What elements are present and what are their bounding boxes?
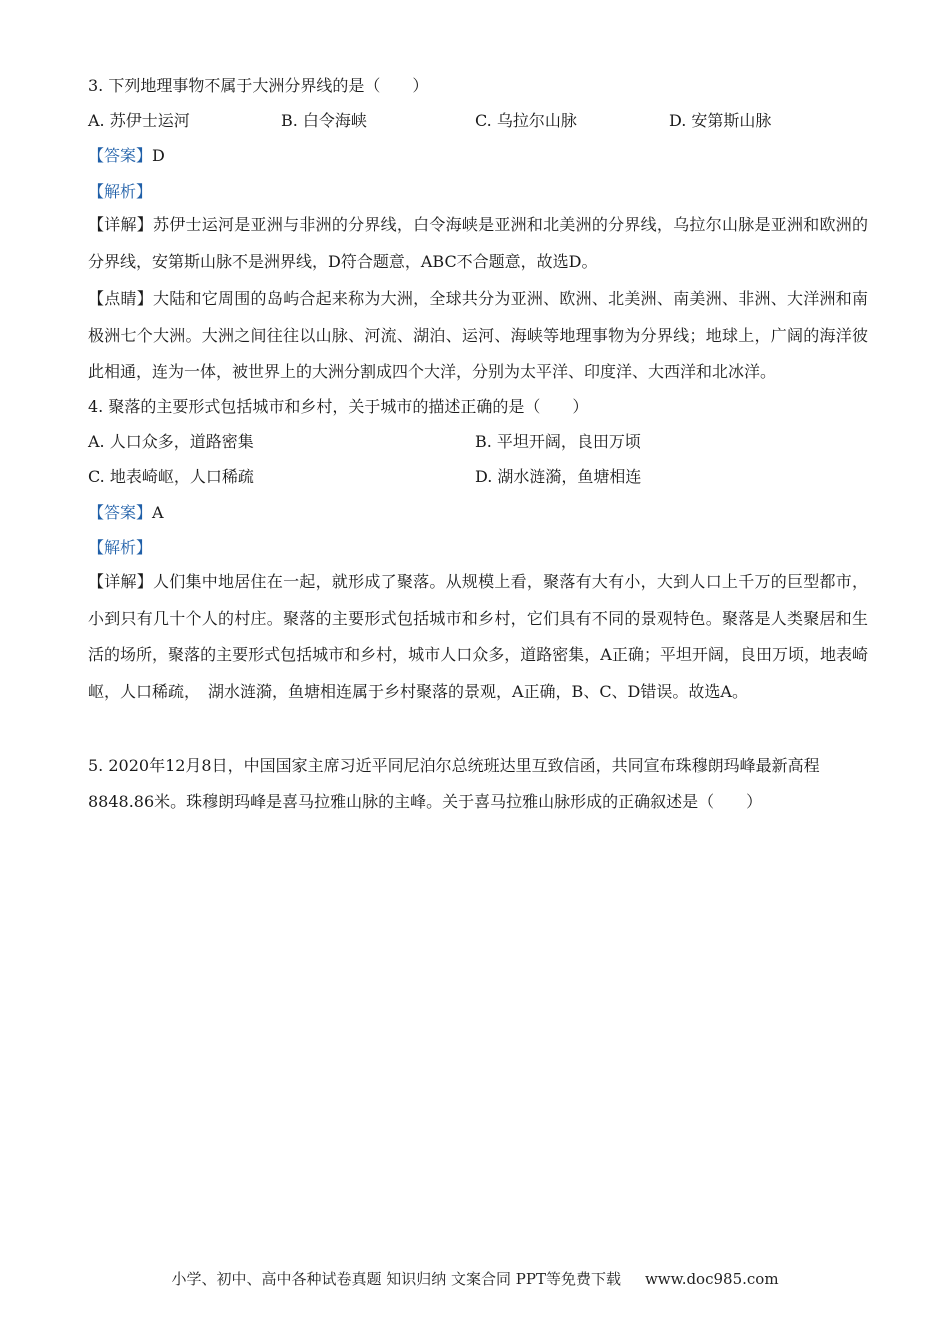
question-4-detail <box>88 564 868 710</box>
detail-tag: 【详解】 <box>88 572 154 591</box>
question-4-option-c: C. 地表崎岖，人口稀疏 <box>88 467 254 486</box>
question-3-stem: 3. 下列地理事物不属于大洲分界线的是（ ） <box>88 76 429 95</box>
question-4-option-a: A. 人口众多，道路密集 <box>88 432 254 451</box>
answer-value: D <box>152 146 165 165</box>
analysis-tag: 【解析】 <box>88 538 153 557</box>
question-3-comment <box>88 281 868 391</box>
question-3-option-d: D. 安第斯山脉 <box>669 111 772 130</box>
analysis-tag: 【解析】 <box>88 182 153 201</box>
question-4-stem: 4. 聚落的主要形式包括城市和乡村，关于城市的描述正确的是（ ） <box>88 397 589 416</box>
question-3-answer <box>88 145 165 167</box>
question-3-analysis-heading <box>88 181 152 203</box>
question-3-detail <box>88 207 868 280</box>
question-5-stem-line-2: 8848.86米。珠穆朗玛峰是喜马拉雅山脉的主峰。关于喜马拉雅山脉形成的正确叙述是（ ） <box>88 792 763 811</box>
question-4-analysis-heading <box>88 537 152 559</box>
footer-text: 小学、初中、高中各种试卷真题 知识归纳 文案合同 PPT等免费下载 <box>171 1270 621 1288</box>
question-4-answer <box>88 502 164 524</box>
comment-text: 大陆和它周围的岛屿合起来称为大洲，全球共分为亚洲、欧洲、北美洲、南美洲、非洲、大洋洲和南极洲七个大洲。大洲之间往往以山脉、河流、湖泊、运河、海峡等地理事物为分界线；地球上，广阔的海洋彼此相通，连为一体，被世界上的大洲分割成四个大洋，分别为太平洋、印度洋、大西洋和北冰洋。 <box>88 289 868 381</box>
question-3-option-c: C. 乌拉尔山脉 <box>475 111 577 130</box>
answer-value: A <box>152 503 164 522</box>
footer-site-link[interactable]: www.doc985.com <box>644 1270 779 1288</box>
question-5-stem-line-1: 5. 2020年12月8日，中国国家主席习近平同尼泊尔总统班达里互致信函，共同宣布珠穆朗玛峰最新高程 <box>88 756 820 775</box>
detail-text: 苏伊士运河是亚洲与非洲的分界线，白令海峡是亚洲和北美洲的分界线，乌拉尔山脉是亚洲和欧洲的分界线，安第斯山脉不是洲界线，D符合题意，ABC不合题意，故选D。 <box>88 215 868 271</box>
detail-text: 人们集中地居住在一起，就形成了聚落。从规模上看，聚落有大有小，大到人口上千万的巨型都市，小到只有几十个人的村庄。聚落的主要形式包括城市和乡村，它们具有不同的景观特色。聚落是人类聚居和生活的场所，聚落的主要形式包括城市和乡村，城市人口众多，道路密集，A正确；平坦开阔，良田万顷，地表崎岖，人口稀疏， 湖水涟漪，鱼塘相连属于乡村聚落的景观，A正确，B、C、D错误。故选A。 <box>88 572 868 701</box>
question-3-option-b: B. 白令海峡 <box>281 111 367 130</box>
comment-tag: 【点睛】 <box>88 289 154 308</box>
answer-tag: 【答案】 <box>88 146 153 165</box>
question-3-option-a: A. 苏伊士运河 <box>88 111 190 130</box>
question-4-option-b: B. 平坦开阔，良田万顷 <box>475 432 641 451</box>
page-footer <box>0 1268 950 1290</box>
answer-tag: 【答案】 <box>88 503 153 522</box>
detail-tag: 【详解】 <box>88 215 154 234</box>
question-4-option-d: D. 湖水涟漪，鱼塘相连 <box>475 467 642 486</box>
